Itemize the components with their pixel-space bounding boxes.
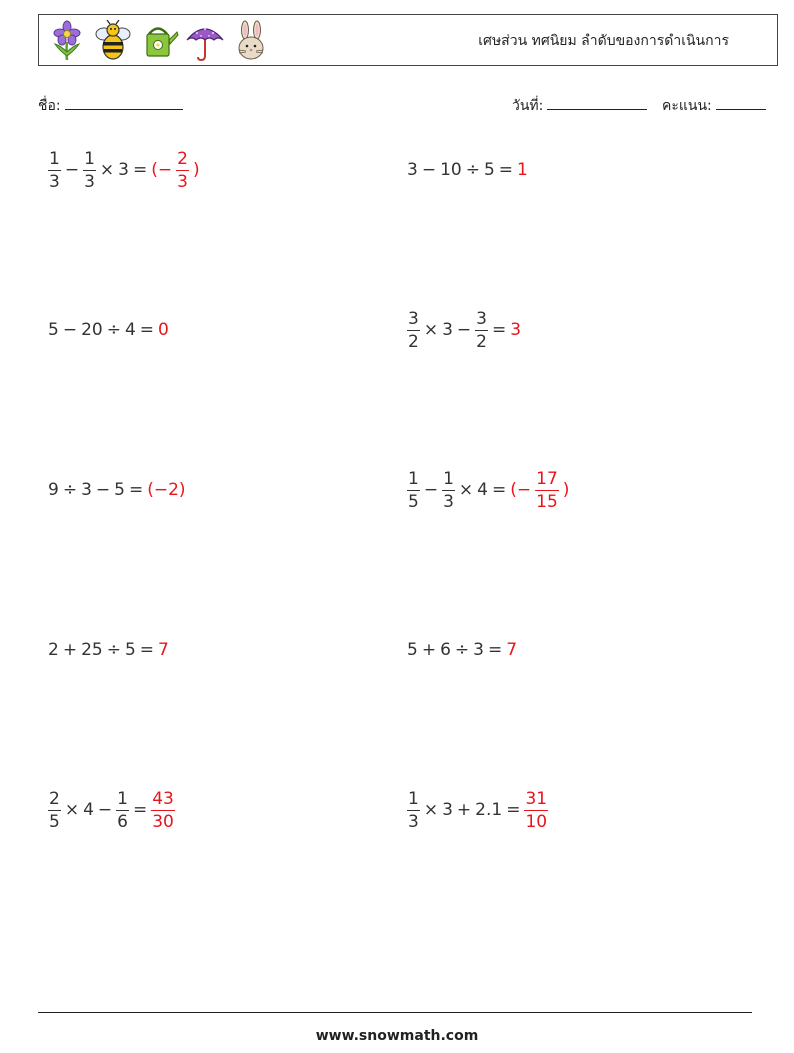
expression-token: 5	[124, 640, 136, 660]
numerator: 1	[84, 148, 95, 169]
numerator: 1	[408, 468, 419, 489]
expression-token: −	[97, 800, 113, 820]
denominator: 2	[408, 331, 419, 352]
expression-token: 0	[158, 320, 169, 340]
expression-token: =	[491, 320, 507, 340]
expression-token: 25	[81, 640, 103, 660]
expression-token: ÷	[465, 160, 480, 180]
math-problem	[46, 145, 202, 195]
numerator: 43	[152, 788, 174, 809]
expression-token: ×	[423, 800, 439, 820]
expression-token: ×	[458, 480, 474, 500]
numerator: 31	[525, 788, 548, 809]
expression-token: 3	[81, 480, 92, 500]
numerator: 1	[117, 788, 128, 809]
expression-token: 4	[477, 480, 488, 500]
answer	[508, 469, 571, 512]
expression-token: =	[498, 160, 514, 180]
expression-token: 20	[81, 320, 103, 340]
answer	[156, 640, 171, 660]
expression-token: 3	[407, 160, 418, 180]
expression-token: =	[491, 480, 507, 500]
math-problem	[46, 305, 171, 355]
numerator: 17	[536, 468, 558, 489]
answer	[504, 640, 519, 660]
numerator: 1	[408, 788, 419, 809]
expression-token: 4	[124, 320, 136, 340]
expression-token: =	[128, 480, 144, 500]
expression-token: ÷	[106, 640, 121, 660]
expression-token: ×	[99, 160, 115, 180]
answer	[522, 789, 550, 832]
numerator: 1	[49, 148, 60, 169]
date-field	[512, 94, 647, 116]
watering-can-icon	[139, 20, 179, 62]
numerator: 2	[177, 148, 188, 169]
answer	[156, 320, 171, 340]
expression-token: =	[506, 800, 521, 820]
answer	[149, 789, 177, 832]
denominator: 3	[408, 811, 419, 832]
expression-token: (−	[510, 480, 532, 500]
expression-token: 4	[83, 800, 94, 820]
expression-token: −	[95, 480, 111, 500]
denominator: 2	[476, 331, 487, 352]
expression-token: 10	[440, 160, 462, 180]
math-problem	[46, 465, 188, 515]
date-blank[interactable]	[547, 94, 647, 110]
expression-token: 5	[48, 320, 59, 340]
numerator: 2	[49, 788, 60, 809]
umbrella-icon	[185, 20, 225, 62]
answer	[508, 320, 523, 340]
denominator: 3	[84, 171, 95, 192]
expression-token: 1	[517, 160, 528, 180]
expression-token: ÷	[106, 320, 121, 340]
expression-token: ÷	[454, 640, 470, 660]
expression-token: 3	[510, 320, 522, 340]
expression-token: −	[62, 320, 78, 340]
footer-divider	[38, 1012, 752, 1013]
answer	[149, 149, 201, 192]
fraction	[83, 149, 96, 192]
score-label: คะแนน:	[662, 98, 712, 114]
numerator: 3	[476, 308, 487, 329]
fraction	[535, 469, 559, 512]
name-label: ชื่อ:	[38, 98, 61, 114]
expression-token: +	[62, 640, 78, 660]
expression-token: 3	[118, 160, 129, 180]
denominator: 5	[49, 811, 60, 832]
denominator: 3	[49, 171, 60, 192]
expression-token: )	[192, 160, 200, 180]
fraction	[48, 149, 61, 192]
expression-token: 3	[442, 320, 453, 340]
fraction	[407, 309, 420, 352]
math-problem	[405, 305, 523, 355]
expression-token: ×	[64, 800, 80, 820]
date-label: วันที่:	[512, 98, 544, 114]
expression-token: 7	[158, 640, 169, 660]
fraction	[176, 149, 189, 192]
expression-token: )	[562, 480, 570, 500]
fraction	[151, 789, 175, 832]
fraction	[48, 789, 61, 832]
expression-token: 9	[48, 480, 59, 500]
expression-token: +	[456, 800, 472, 820]
denominator: 5	[408, 491, 419, 512]
expression-token: 6	[440, 640, 451, 660]
worksheet-title: เศษส่วน ทศนิยม ลำดับของการดำเนินการ	[478, 33, 729, 49]
expression-token: −	[456, 320, 472, 340]
fraction	[524, 789, 548, 832]
expression-token: −	[64, 160, 80, 180]
expression-token: 5	[407, 640, 418, 660]
expression-token: 2.1	[475, 800, 503, 820]
denominator: 15	[536, 491, 558, 512]
score-field	[662, 94, 766, 116]
expression-token: (−	[151, 160, 173, 180]
answer	[145, 480, 187, 500]
math-problem	[405, 145, 530, 195]
header-icons	[47, 20, 271, 62]
denominator: 10	[525, 811, 548, 832]
expression-token: =	[139, 640, 155, 660]
expression-token: −	[423, 480, 439, 500]
bunny-icon	[231, 20, 271, 62]
denominator: 6	[117, 811, 128, 832]
expression-token: 5	[114, 480, 125, 500]
math-problem	[46, 625, 171, 675]
name-blank[interactable]	[65, 94, 183, 110]
denominator: 3	[443, 491, 454, 512]
fraction	[442, 469, 455, 512]
expression-token: =	[139, 320, 155, 340]
fraction	[407, 789, 420, 832]
expression-token: 3	[473, 640, 484, 660]
math-problem	[405, 625, 519, 675]
answer	[515, 160, 530, 180]
name-field	[38, 94, 183, 116]
fraction	[116, 789, 129, 832]
math-problem	[46, 785, 177, 835]
denominator: 30	[152, 811, 174, 832]
expression-token: ×	[423, 320, 439, 340]
expression-token: ÷	[62, 480, 78, 500]
numerator: 3	[408, 308, 419, 329]
header-box	[38, 14, 778, 66]
score-blank[interactable]	[716, 94, 766, 110]
fraction	[407, 469, 420, 512]
expression-token: 2	[48, 640, 59, 660]
fraction	[475, 309, 488, 352]
expression-token: −	[421, 160, 437, 180]
denominator: 3	[177, 171, 188, 192]
expression-token: 7	[506, 640, 518, 660]
footer-url: www.snowmath.com	[315, 1028, 479, 1044]
expression-token: =	[487, 640, 503, 660]
numerator: 1	[443, 468, 454, 489]
expression-token: 3	[442, 800, 453, 820]
expression-token: 5	[483, 160, 495, 180]
flower-icon	[47, 20, 87, 62]
bee-icon	[93, 20, 133, 62]
expression-token: +	[421, 640, 437, 660]
expression-token: =	[132, 800, 148, 820]
expression-token: (−2)	[147, 480, 186, 500]
math-problem	[405, 465, 571, 515]
math-problem	[405, 785, 550, 835]
expression-token: =	[132, 160, 148, 180]
